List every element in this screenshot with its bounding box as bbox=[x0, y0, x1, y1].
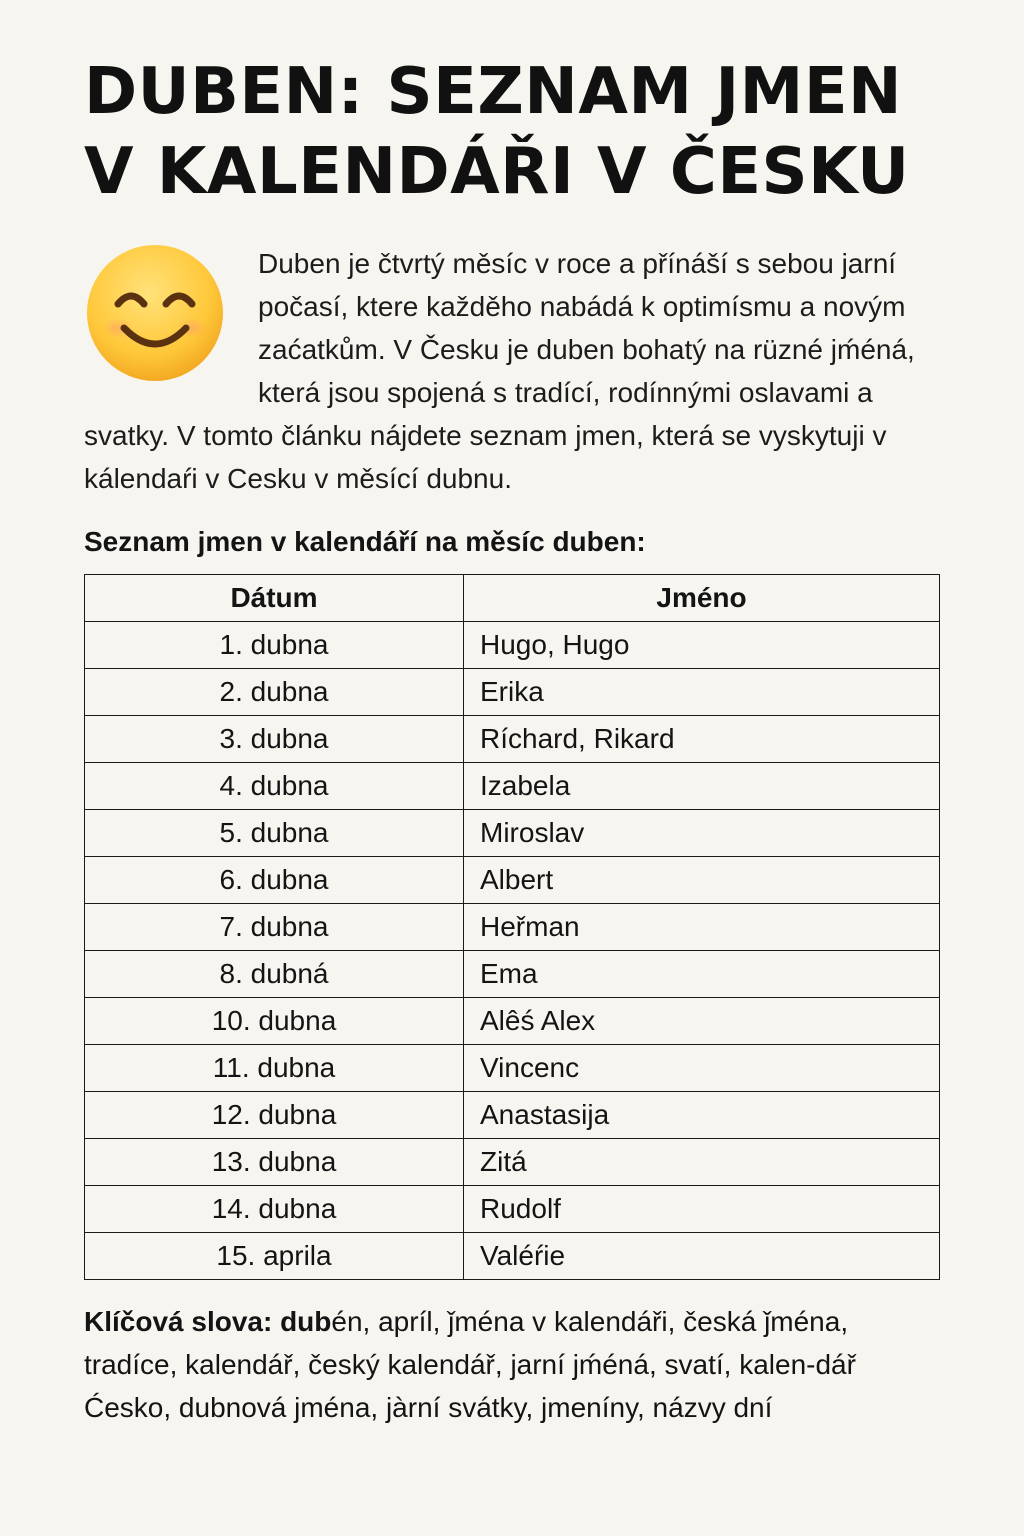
name-cell: Ríchard, Rikard bbox=[464, 716, 940, 763]
date-cell: 8. dubná bbox=[85, 951, 464, 998]
date-cell: 4. dubna bbox=[85, 763, 464, 810]
date-cell: 12. dubna bbox=[85, 1092, 464, 1139]
date-cell: 7. dubna bbox=[85, 904, 464, 951]
date-cell: 13. dubna bbox=[85, 1139, 464, 1186]
date-cell: 5. dubna bbox=[85, 810, 464, 857]
table-row bbox=[85, 951, 940, 998]
date-cell: 11. dubna bbox=[85, 1045, 464, 1092]
name-cell: Erika bbox=[464, 669, 940, 716]
name-cell: Albert bbox=[464, 857, 940, 904]
table-row bbox=[85, 857, 940, 904]
table-row bbox=[85, 1186, 940, 1233]
name-cell: Vincenc bbox=[464, 1045, 940, 1092]
title-line-2: V KALENDÁŘI V ČESKU bbox=[84, 135, 910, 209]
table-row bbox=[85, 1233, 940, 1280]
table-row bbox=[85, 1045, 940, 1092]
table-row bbox=[85, 763, 940, 810]
date-cell: 6. dubna bbox=[85, 857, 464, 904]
date-cell: 2. dubna bbox=[85, 669, 464, 716]
table-row bbox=[85, 904, 940, 951]
table-row bbox=[85, 1139, 940, 1186]
table-row bbox=[85, 810, 940, 857]
name-cell: Ema bbox=[464, 951, 940, 998]
date-cell: 3. dubna bbox=[85, 716, 464, 763]
keywords-text: én, apríl, ǰména v kalendáři, česká ǰména, tradíce, kalendář, český kalendář, jarní jḿéná, svatí, kalen-dář Ćesko, dubnová jména, jàrní svátky, jmeníny, názvy dní bbox=[84, 1306, 856, 1423]
keywords-section bbox=[84, 1300, 924, 1429]
name-cell: Anastasija bbox=[464, 1092, 940, 1139]
table-row bbox=[85, 669, 940, 716]
date-cell: 10. dubna bbox=[85, 998, 464, 1045]
article bbox=[84, 52, 964, 1429]
header-date: Dátum bbox=[85, 575, 464, 622]
intro-paragraph: Duben je čtvrtý měsíc v roce a přínáší s sebou jarní počasí, ktere každěho nabádá k optimísmu a novým zaćatkům. V Česku je duben bohatý na rüzné jḿéná, která jsou spojená s tradící, rodínnými oslavami a svatky. V tomto článku nájdete seznam jmen, která se vyskytuji v kálendaŕi v Cesku v měsící dubnu. bbox=[84, 248, 915, 494]
name-cell: Izabela bbox=[464, 763, 940, 810]
name-cell: Heřman bbox=[464, 904, 940, 951]
table-row bbox=[85, 1092, 940, 1139]
date-cell: 1. dubna bbox=[85, 622, 464, 669]
name-cell: Zitá bbox=[464, 1139, 940, 1186]
title-line-1: DUBEN: SEZNAM JMEN bbox=[84, 55, 903, 129]
names-table bbox=[84, 574, 940, 1280]
header-name: Jméno bbox=[464, 575, 940, 622]
name-cell: Miroslav bbox=[464, 810, 940, 857]
keywords-label: Klíčová slova: dub bbox=[84, 1306, 332, 1337]
table-heading: Seznam jmen v kalendáří na měsíc duben: bbox=[84, 526, 646, 557]
smiling-face-emoji-icon bbox=[84, 242, 226, 384]
name-cell: Rudolf bbox=[464, 1186, 940, 1233]
table-body bbox=[85, 622, 940, 1280]
date-cell: 15. aprila bbox=[85, 1233, 464, 1280]
table-row bbox=[85, 622, 940, 669]
name-cell: Valéŕie bbox=[464, 1233, 940, 1280]
table-row bbox=[85, 998, 940, 1045]
table-header-row bbox=[85, 575, 940, 622]
intro-section bbox=[84, 242, 964, 500]
name-cell: Alêś Alex bbox=[464, 998, 940, 1045]
date-cell: 14. dubna bbox=[85, 1186, 464, 1233]
name-cell: Hugo, Hugo bbox=[464, 622, 940, 669]
table-row bbox=[85, 716, 940, 763]
page-title bbox=[84, 52, 944, 212]
